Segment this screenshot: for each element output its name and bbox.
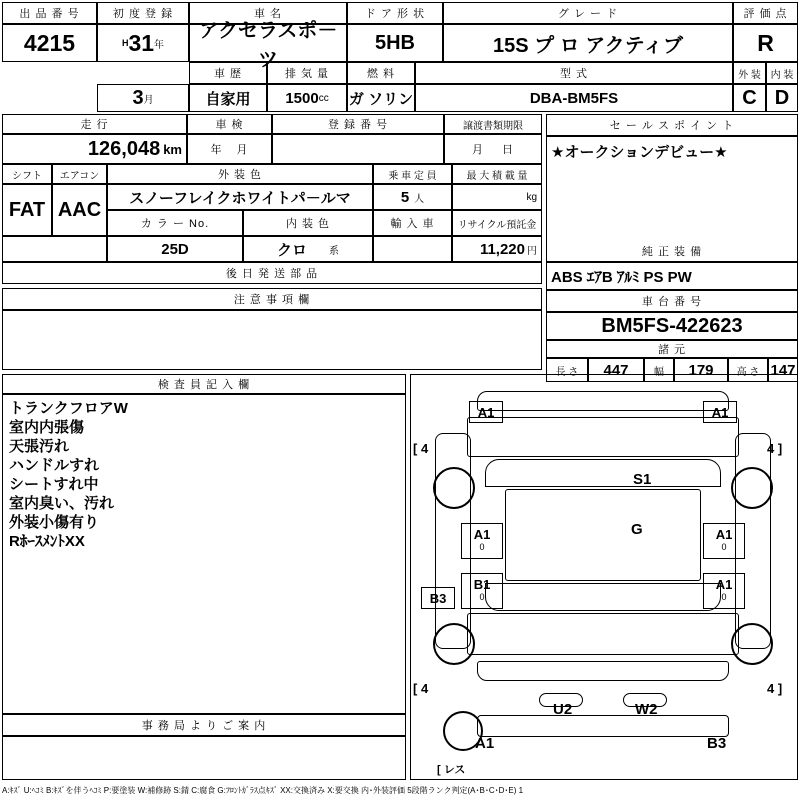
sales-point-label: セ ー ル ス ポ イ ン ト [546, 114, 798, 136]
damage-code: A1 [477, 404, 495, 420]
interior-color-label: 内 装 色 [243, 210, 373, 236]
displacement-value: 1500 [285, 89, 319, 107]
blank-cell-1 [2, 236, 107, 262]
shift-label: シフト [2, 164, 52, 184]
interior-color-value-cell [243, 236, 373, 262]
color-no-label: カ ラ ー No. [107, 210, 243, 236]
shift-value: FAT [2, 184, 52, 236]
wheel-front-right [731, 467, 773, 509]
inspector-line: 室内内張傷 [9, 419, 85, 436]
transfer-month-unit: 月 [472, 144, 484, 156]
displacement-label: 排 気 量 [267, 62, 347, 84]
mileage-unit: km [163, 141, 182, 157]
bracket-rear-left: [ 4 [413, 681, 429, 696]
interior-grade-value: D [766, 84, 798, 112]
front-bumper [477, 391, 729, 411]
lot-no-value: 4215 [2, 24, 97, 62]
displacement-value-cell [267, 84, 347, 112]
exterior-color-value: スノーフレイクホワイトパ－ルマ [107, 184, 373, 210]
history-label: 車 歴 [189, 62, 267, 84]
seats-value: 5 [400, 188, 410, 206]
shaken-value-cell [187, 134, 272, 164]
damage-box-mid-right [703, 523, 745, 559]
mileage-value-cell [2, 134, 187, 164]
seats-label: 乗 車 定 員 [373, 164, 452, 184]
windshield [485, 459, 721, 487]
score-label: 評 価 点 [733, 2, 798, 24]
damage-sub: 0 [721, 592, 727, 602]
height-label: 高 さ [728, 358, 768, 382]
damage-code: B1 [473, 577, 491, 592]
car-name-label: 車 名 [189, 2, 347, 24]
recycle-fee-value: 11,220 [479, 240, 525, 258]
length-label: 長 さ [546, 358, 588, 382]
inspector-line: シートすれ中 [9, 476, 99, 493]
wheel-front-left [433, 467, 475, 509]
exterior-grade-label: 外 装 [733, 62, 766, 84]
caution-box [2, 310, 542, 370]
damage-code: A1 [711, 404, 729, 420]
inspector-notes-box [2, 394, 406, 714]
shaken-label: 車 検 [187, 114, 272, 134]
mileage-value: 126,048 [87, 137, 161, 160]
rear-damage-left: U2 [553, 701, 573, 718]
bottom-damage-left: A1 [475, 735, 495, 752]
roof [505, 489, 701, 581]
import-value [373, 236, 452, 262]
wheel-rear-right [731, 623, 773, 665]
rear-panel [477, 715, 729, 737]
office-notice-text [2, 736, 406, 780]
first-reg-month: 3 [132, 86, 144, 109]
mileage-label: 走 行 [2, 114, 187, 134]
height-value: 147 [768, 358, 798, 382]
transfer-day-unit: 日 [502, 144, 514, 156]
damage-sub: 0 [479, 592, 485, 602]
damage-code: A1 [715, 577, 733, 592]
reg-no-label: 登 録 番 号 [272, 114, 444, 134]
damage-box-mid-left [461, 523, 503, 559]
hood [467, 417, 739, 457]
damage-code: A1 [715, 527, 733, 542]
rear-damage-right: W2 [635, 701, 658, 718]
office-notice-label: 事 務 局 よ り ご 案 内 [2, 714, 406, 736]
damage-sub: 0 [721, 542, 727, 552]
inspector-line: トランクフロアW [9, 400, 128, 417]
reg-no-value [272, 134, 444, 164]
import-label: 輸 入 車 [373, 210, 452, 236]
rear-bumper [477, 661, 729, 681]
interior-color-suffix: 系 [329, 245, 339, 257]
damage-sub: 0 [479, 542, 485, 552]
max-load-unit: kg [526, 191, 537, 203]
interior-color-value: クロ [276, 241, 307, 259]
wheel-rear-left [433, 623, 475, 665]
damage-box-front-left [469, 401, 503, 423]
sales-point-value: ★オークションデビュー★ [546, 136, 798, 262]
seats-unit: 人 [414, 193, 425, 205]
roof-damage-code: S1 [633, 471, 652, 488]
width-value: 179 [674, 358, 728, 382]
model-code-value: DBA-BM5FS [415, 84, 733, 112]
damage-box-lower-right [703, 573, 745, 609]
recycle-fee-unit: 円 [527, 245, 537, 257]
first-reg-value [97, 24, 189, 62]
lot-no-label: 出 品 番 号 [2, 2, 97, 24]
damage-code: A1 [473, 527, 491, 542]
exterior-grade-value: C [733, 84, 766, 112]
chassis-label: 車 台 番 号 [546, 290, 798, 312]
bracket-rear-right: 4 ] [767, 681, 783, 696]
inspector-line: 外装小傷有り [9, 514, 100, 531]
grade-label: グ レ ー ド [443, 2, 733, 24]
color-no-value: 25D [107, 236, 243, 262]
bracket-front-right: 4 ] [767, 441, 783, 456]
recycle-fee-label: リサイクル預託金 [452, 210, 542, 236]
spare-tire-label: [ レス [437, 764, 466, 776]
fuel-label: 燃 料 [347, 62, 415, 84]
glass-damage-code: G [631, 521, 643, 538]
damage-box-front-right [703, 401, 737, 423]
first-reg-month-cell [97, 84, 189, 112]
first-reg-year-unit: 年 [154, 39, 165, 51]
max-load-label: 最 大 積 載 量 [452, 164, 542, 184]
damage-box-side-left [421, 587, 455, 609]
displacement-unit: cc [318, 92, 329, 104]
seats-value-cell [373, 184, 452, 210]
dimensions-label: 諸 元 [546, 340, 798, 358]
max-load-value-cell [452, 184, 542, 210]
transfer-deadline-label: 譲渡書類期限 [444, 114, 542, 134]
door-shape-value: 5HB [347, 24, 443, 62]
ac-label: エアコン [52, 164, 107, 184]
fuel-value: ガ ソリン [347, 84, 415, 112]
grade-value: 15S プ ロ アクティブ [443, 24, 733, 62]
shaken-month-unit: 月 [236, 144, 249, 156]
door-shape-label: ド ア 形 状 [347, 2, 443, 24]
first-reg-month-unit: 月 [143, 94, 154, 106]
first-reg-year: 31 [128, 29, 155, 56]
score-value: R [733, 24, 798, 62]
inspector-line: RﾎｰｽﾒﾝﾄXX [9, 533, 85, 550]
equipment-label: 純 正 装 備 [546, 240, 798, 262]
shaken-year-unit: 年 [210, 144, 223, 156]
rear-window [485, 583, 721, 611]
recycle-fee-value-cell [452, 236, 542, 262]
inspector-line: ハンドルすれ [9, 457, 100, 474]
history-value: 自家用 [189, 84, 267, 112]
legend-footer: A:ｷｽﾞ U:ﾍｺﾐ B:ｷｽﾞを伴うﾍｺﾐ P:要塗装 W:補修跡 S:錆 C:腐食 G:ﾌﾛﾝﾄｶﾞﾗｽ点ｷｽﾞ XX:交換済み X:要交換 内･外装評価 5段階ランク判定(A･B･C･D･E) 1 [2, 785, 524, 795]
damage-box-lower-left [461, 573, 503, 609]
inspector-label: 検 査 員 記 入 欄 [2, 374, 406, 394]
transfer-deadline-value [444, 134, 542, 164]
model-code-label: 型 式 [415, 62, 733, 84]
trunk [467, 613, 739, 655]
equipment-value: ABS ｴｱB ｱﾙﾐ PS PW [546, 262, 798, 290]
exterior-color-label: 外 装 色 [107, 164, 373, 184]
damage-code: B3 [429, 590, 447, 606]
chassis-value: BM5FS-422623 [546, 312, 798, 340]
first-reg-era: H [121, 38, 129, 48]
interior-grade-label: 内 装 [766, 62, 798, 84]
first-reg-label: 初 度 登 録 [97, 2, 189, 24]
header-spacer-left2 [2, 84, 97, 112]
later-parts-label: 後 日 発 送 部 品 [2, 262, 542, 284]
bottom-damage-right: B3 [707, 735, 727, 752]
ac-value: AAC [52, 184, 107, 236]
header-spacer-left [2, 62, 189, 84]
car-name-value: アクセラスポ－ツ [189, 24, 347, 62]
caution-label: 注 意 事 項 欄 [2, 288, 542, 310]
bracket-front-left: [ 4 [413, 441, 429, 456]
length-value: 447 [588, 358, 644, 382]
inspector-line: 天張汚れ [9, 438, 70, 455]
car-diagram [410, 374, 798, 780]
inspector-line: 室内臭い、汚れ [9, 495, 115, 512]
width-label: 幅 [644, 358, 674, 382]
